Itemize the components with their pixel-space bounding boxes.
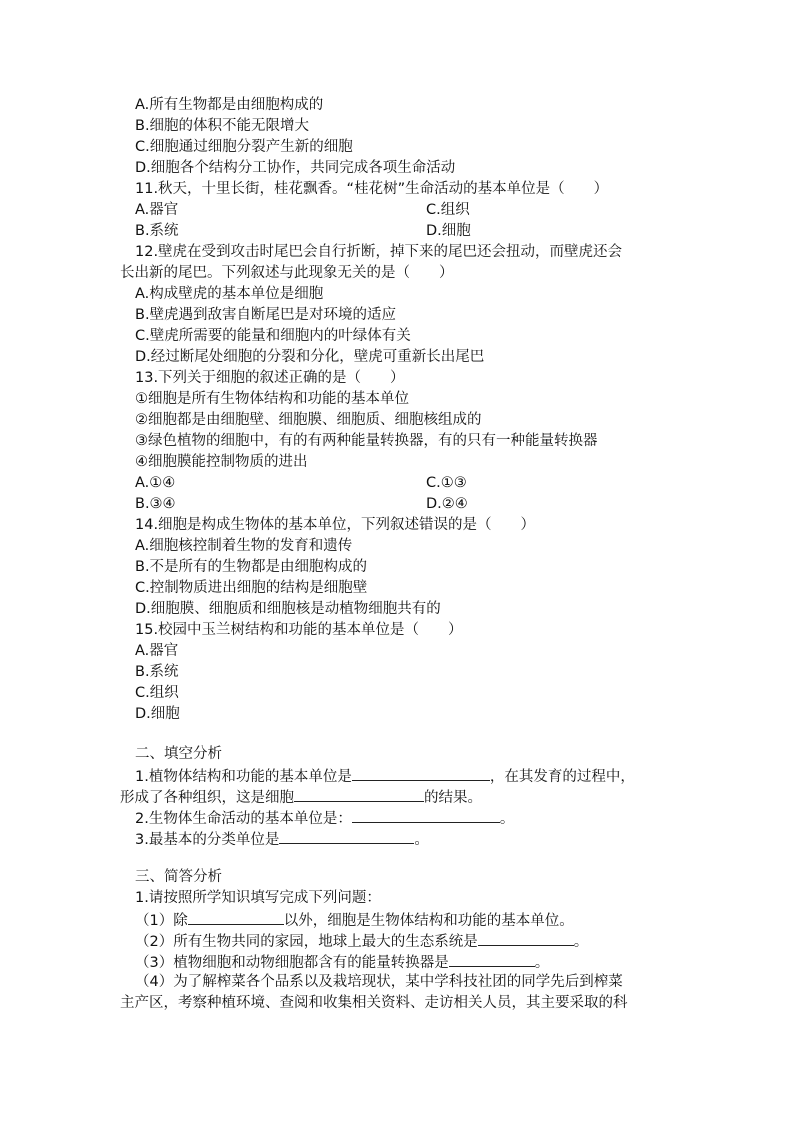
fill-q1-text-d: 的结果。 — [424, 790, 482, 806]
section-heading-short: 三、简答分析 — [135, 869, 222, 885]
fill-q1-text-c: 形成了各种组织，这是细胞 — [120, 790, 294, 806]
short-q1-part4-line1: （4）为了解榨菜各个品系以及栽培现状，某中学科技社团的同学先后到榨菜 — [135, 974, 623, 990]
q11-option-d: D.细胞 — [426, 223, 471, 239]
short-p3-text-a: （3）植物细胞和动物细胞都含有的能量转换器是 — [135, 955, 449, 971]
q11-stem: 11.秋天，十里长街，桂花飘香。“桂花树”生命活动的基本单位是（ ） — [135, 181, 609, 197]
q14-stem: 14.细胞是构成生物体的基本单位，下列叙述错误的是（ ） — [135, 517, 536, 533]
q15-option-a: A.器官 — [135, 643, 179, 659]
short-q1-part2 — [135, 930, 588, 952]
short-p2-text-a: （2）所有生物共同的家园，地球上最大的生态系统是 — [135, 934, 478, 950]
q14-option-b: B.不是所有的生物都是由细胞构成的 — [135, 559, 368, 575]
q13-statement-1: ①细胞是所有生物体结构和功能的基本单位 — [135, 391, 409, 407]
q12-stem-line1: 12.壁虎在受到攻击时尾巴会自行折断，掉下来的尾巴还会扭动，而壁虎还会 — [135, 244, 623, 260]
q10-option-b: B.细胞的体积不能无限增大 — [135, 118, 310, 134]
q13-statement-3: ③绿色植物的细胞中，有的有两种能量转换器，有的只有一种能量转换器 — [135, 433, 598, 449]
fill-q1-line1 — [135, 765, 635, 787]
short-q1-part1 — [135, 909, 574, 931]
short-p1-text-a: （1）除 — [135, 913, 188, 929]
short-q1-stem: 1.请按照所学知识填写完成下列问题： — [135, 890, 381, 906]
q15-option-b: B.系统 — [135, 664, 179, 680]
q12-stem-line2: 长出新的尾巴。下列叙述与此现象无关的是（ ） — [120, 265, 454, 281]
short-p1-blank[interactable] — [188, 909, 284, 925]
short-p2-blank[interactable] — [478, 930, 574, 946]
q11-option-c: C.组织 — [426, 202, 470, 218]
q10-option-a: A.所有生物都是由细胞构成的 — [135, 97, 324, 113]
q12-option-a: A.构成壁虎的基本单位是细胞 — [135, 286, 324, 302]
fill-q2-text-a: 2.生物体生命活动的基本单位是： — [135, 811, 352, 827]
q15-option-c: C.组织 — [135, 685, 179, 701]
fill-q1-text-b: ，在其发育的过程中， — [489, 769, 635, 785]
section-heading-fill: 二、填空分析 — [135, 746, 222, 762]
q14-option-d: D.细胞膜、细胞质和细胞核是动植物细胞共有的 — [135, 601, 441, 617]
short-q1-part4-line2: 主产区，考察种植环境、查阅和收集相关资料、走访相关人员，其主要采取的科 — [120, 995, 628, 1011]
fill-q1-blank-2[interactable] — [294, 786, 424, 802]
short-p3-blank[interactable] — [449, 951, 535, 967]
short-p2-text-b: 。 — [573, 934, 589, 950]
fill-q2 — [135, 807, 514, 829]
fill-q3-text-b: 。 — [414, 832, 429, 848]
q12-option-d: D.经过断尾处细胞的分裂和分化，壁虎可重新长出尾巴 — [135, 349, 485, 365]
q13-option-c: C.①③ — [426, 475, 467, 491]
short-q1-part3 — [135, 951, 549, 973]
fill-q1-text-a: 1.植物体结构和功能的基本单位是 — [135, 769, 352, 785]
q13-statement-4: ④细胞膜能控制物质的进出 — [135, 454, 308, 470]
q14-option-c: C.控制物质进出细胞的结构是细胞壁 — [135, 580, 368, 596]
q12-option-c: C.壁虎所需要的能量和细胞内的叶绿体有关 — [135, 328, 411, 344]
q11-option-b: B.系统 — [135, 223, 179, 239]
fill-q3-blank[interactable] — [279, 828, 414, 844]
fill-q1-blank-1[interactable] — [352, 765, 490, 781]
fill-q3 — [135, 828, 429, 850]
q15-option-d: D.细胞 — [135, 706, 180, 722]
q13-option-b: B.③④ — [135, 496, 176, 512]
short-p3-text-b: 。 — [534, 955, 550, 971]
q12-option-b: B.壁虎遇到敌害自断尾巴是对环境的适应 — [135, 307, 397, 323]
q15-stem: 15.校园中玉兰树结构和功能的基本单位是（ ） — [135, 622, 463, 638]
q13-stem: 13.下列关于细胞的叙述正确的是（ ） — [135, 370, 405, 386]
fill-q3-text-a: 3.最基本的分类单位是 — [135, 832, 280, 848]
q13-option-a: A.①④ — [135, 475, 176, 491]
short-p1-text-b: 以外，细胞是生物体结构和功能的基本单位。 — [283, 913, 574, 929]
q13-statement-2: ②细胞都是由细胞壁、细胞膜、细胞质、细胞核组成的 — [135, 412, 482, 428]
fill-q2-blank[interactable] — [352, 807, 500, 823]
fill-q1-line2 — [120, 786, 482, 808]
q10-option-c: C.细胞通过细胞分裂产生新的细胞 — [135, 139, 353, 155]
q13-option-d: D.②④ — [426, 496, 468, 512]
q11-option-a: A.器官 — [135, 202, 179, 218]
q10-option-d: D.细胞各个结构分工协作，共同完成各项生命活动 — [135, 160, 456, 176]
q14-option-a: A.细胞核控制着生物的发育和遗传 — [135, 538, 353, 554]
fill-q2-text-b: 。 — [499, 811, 515, 827]
